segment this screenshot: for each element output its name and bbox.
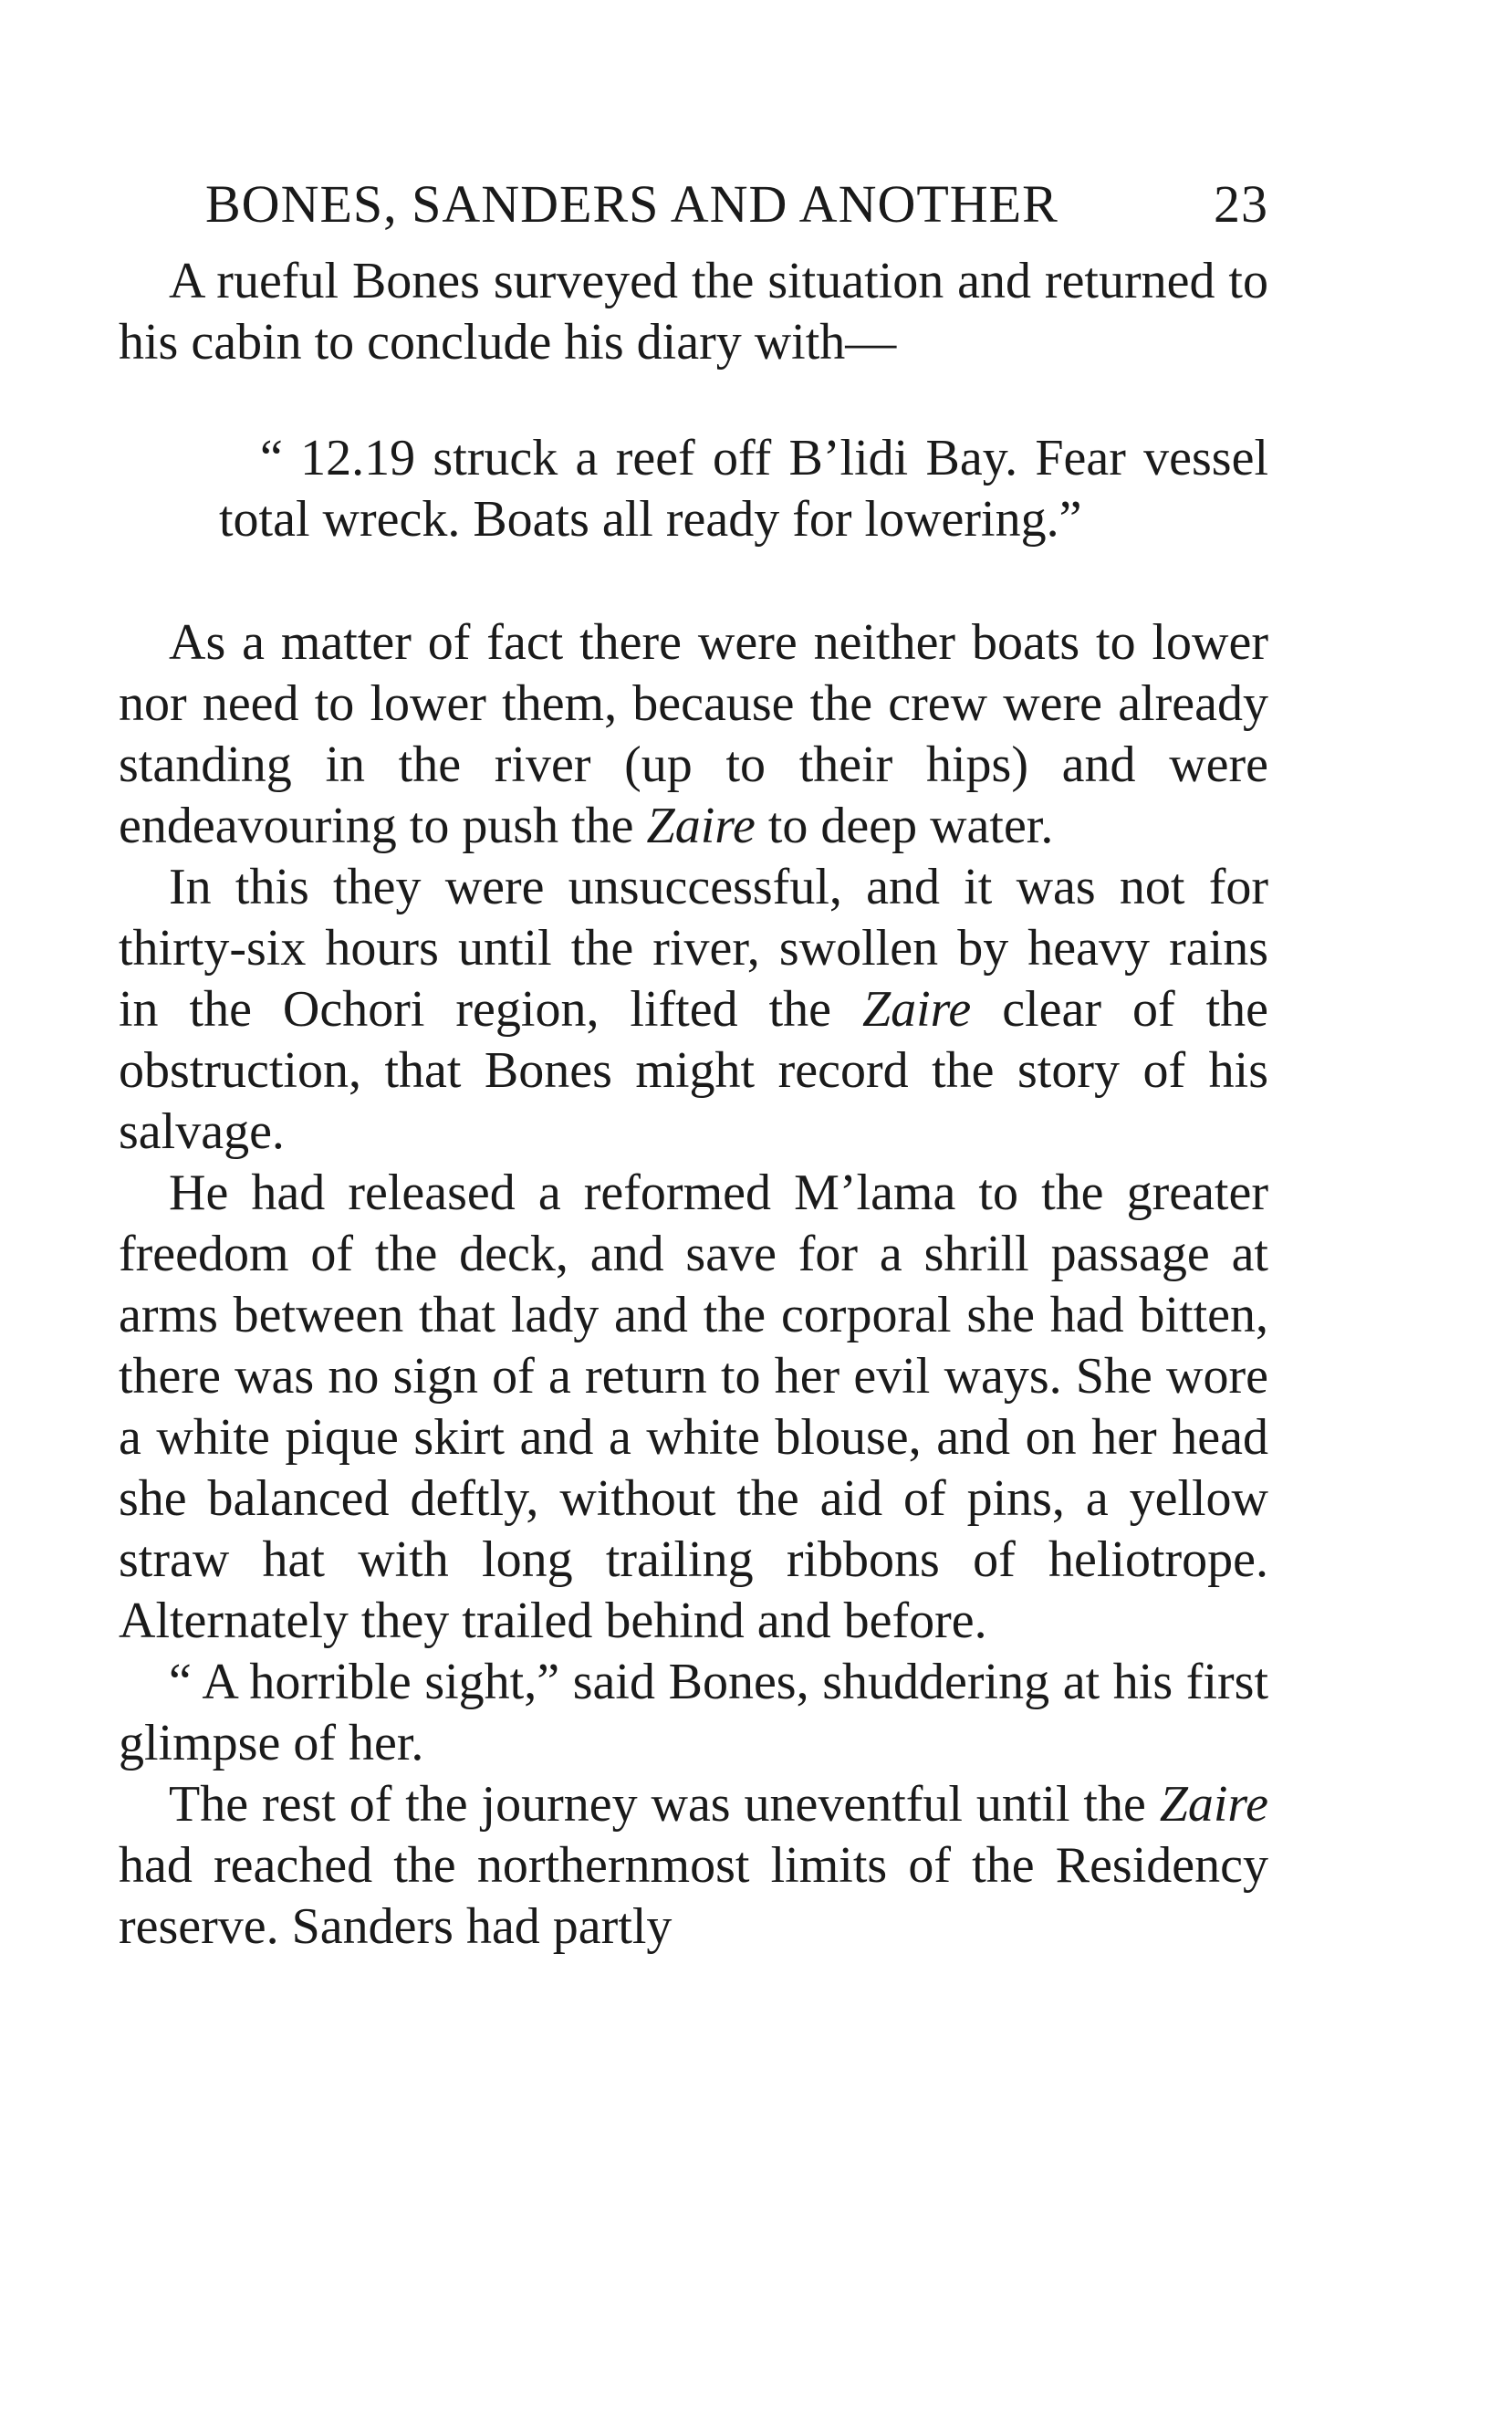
text-run: to deep water. bbox=[755, 798, 1054, 854]
paragraph bbox=[119, 857, 1268, 1163]
paragraph: He had released a reformed M’lama to the greater freedom of the deck, and save for a shrill passage at arms between that lady and the corporal she had bitten, there was no sign of a return to her evil ways. She wore a white pique skirt and a white blouse, and on her head she balanced deftly, without the aid of pins, a yellow straw hat with long trailing ribbons of heliotrope. Alternately they trailed behind and before. bbox=[119, 1165, 1268, 1649]
paragraph bbox=[119, 612, 1268, 857]
text-run: In this they were unsuccessful, and it was not for thirty-six hours until the river, swollen by heavy rains in the Ochori region, lifted the bbox=[119, 859, 1268, 1038]
ship-name: Zaire bbox=[1159, 1776, 1268, 1833]
page-number: 23 bbox=[1214, 174, 1268, 234]
ship-name: Zaire bbox=[861, 981, 972, 1038]
running-head bbox=[205, 173, 1268, 235]
diary-quote: “ 12.19 struck a reef off B’lidi Bay. Fear vessel total wreck. Boats all ready for lowering.” bbox=[219, 430, 1268, 548]
text-run: The rest of the journey was uneventful until the bbox=[169, 1776, 1160, 1833]
ship-name: Zaire bbox=[646, 798, 756, 854]
paragraph bbox=[119, 1774, 1268, 1958]
book-page bbox=[119, 173, 1268, 1958]
text-run: As a matter of fact there were neither boats to lower nor need to lower them, because the crew were already standing in the river (up to their hips) and were endeavouring to push the bbox=[119, 614, 1268, 854]
paragraph: “ A horrible sight,” said Bones, shuddering at his first glimpse of her. bbox=[119, 1654, 1268, 1771]
text-run: clear of the obstruction, that Bones might record the story of his salvage. bbox=[119, 981, 1268, 1160]
running-head-title: BONES, SANDERS AND ANOTHER bbox=[205, 174, 1058, 234]
paragraph: A rueful Bones surveyed the situation and returned to his cabin to conclude his diary with— bbox=[119, 253, 1268, 371]
text-run: had reached the northernmost limits of the Residency reserve. Sanders had partly bbox=[119, 1837, 1268, 1955]
